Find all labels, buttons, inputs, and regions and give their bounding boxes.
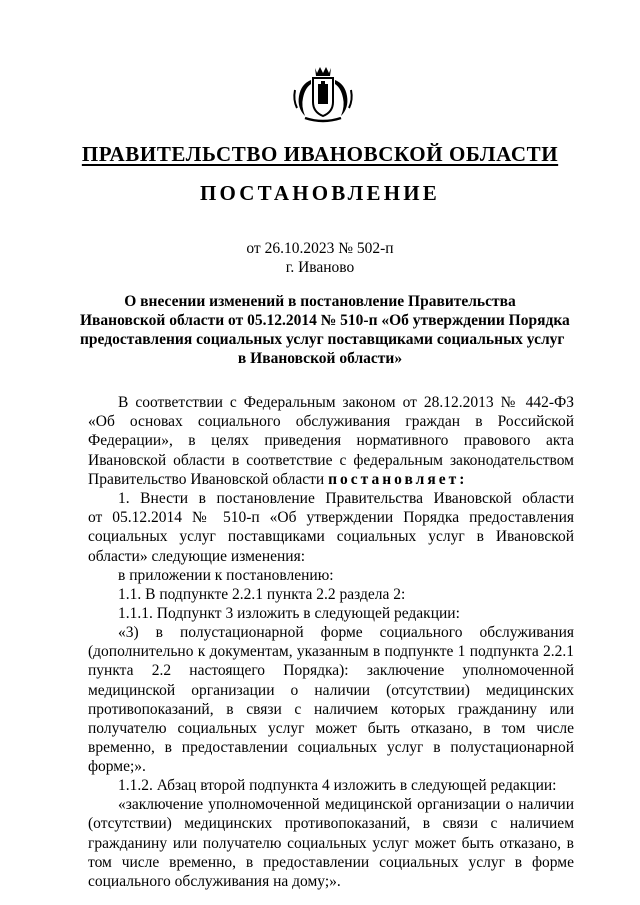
text-line: медицинской организации о наличии (отсутствии) медицинских	[88, 681, 574, 699]
document-date-number: от 26.10.2023 № 502-п	[246, 240, 394, 257]
text-line: (дополнительно к документам, указанным в подпункте 1 подпункта 2.2.1	[88, 643, 574, 661]
text-line: В соответствии с Федеральным законом от 28.12.2013 № 442-ФЗ	[118, 394, 574, 411]
document-type: ПОСТАНОВЛЕНИЕ	[199, 181, 441, 205]
text-line: в приложении к постановлению:	[118, 566, 334, 584]
text-line: том числе временно, в предоставлении социальных услуг в форме	[88, 853, 574, 871]
document-city: г. Иваново	[285, 259, 355, 276]
quote-1-paragraph	[88, 623, 574, 777]
text-line: «3) в полустационарной форме социального обслуживания	[118, 624, 574, 641]
resolves-word: постановляет:	[328, 470, 468, 488]
text-line: от 05.12.2014 № 510-п «Об утверждении Порядка предоставления	[88, 509, 574, 527]
government-title: ПРАВИТЕЛЬСТВО ИВАНОВСКОЙ ОБЛАСТИ	[81, 142, 559, 166]
text-line: 1.1.2. Абзац второй подпункта 4 изложить в следующей редакции:	[118, 777, 557, 794]
text-line	[88, 470, 574, 489]
text-line: 1. Внести в постановление Правительства Ивановской области	[118, 490, 574, 507]
text-line: социального обслуживания на дому;».	[88, 872, 341, 890]
subject-line: предоставления социальных услуг поставщиками социальных услуг	[80, 331, 565, 348]
text-line: гражданину или получателю социальных услуг может быть отказано, в	[88, 834, 574, 852]
coat-of-arms-icon	[291, 64, 355, 124]
text-line: Ивановской области в соответствие с федеральным законодательством	[88, 451, 574, 469]
text-line: временно, в предоставлении социальных услуг в полустационарной	[88, 739, 574, 757]
text-line: форме;».	[88, 758, 146, 776]
text-line: 1.1. В подпункте 2.2.1 пункта 2.2 раздела 2:	[118, 585, 406, 603]
subject-line: Ивановской области от 05.12.2014 № 510-п «Об утверждении Порядка	[80, 312, 570, 329]
item-1-paragraph	[88, 489, 574, 623]
text-line: социальных услуг поставщиками социальных услуг в Ивановской	[88, 528, 574, 546]
preamble-last-text: Правительство Ивановской области	[88, 470, 325, 488]
text-line: области» следующие изменения:	[88, 547, 306, 565]
text-line: пункта 2.2 настоящего Порядка): заключение уполномоченной	[88, 662, 574, 680]
document-subject	[80, 292, 570, 368]
text-line: получателю социальных услуг может быть отказано, в том числе	[88, 719, 574, 737]
preamble-paragraph	[88, 393, 574, 489]
text-line: «заключение уполномоченной медицинской организации о наличии	[118, 796, 574, 814]
subject-line: в Ивановской области»	[237, 350, 403, 367]
text-line: противопоказаний, в связи с наличием которых гражданину или	[88, 700, 574, 718]
text-line: «Об основах социального обслуживания граждан в Российской	[88, 413, 574, 431]
text-line: (отсутствии) медицинских противопоказаний, в связи с наличием	[88, 815, 574, 833]
item-1-1-2-paragraph	[88, 776, 574, 891]
text-line: 1.1.1. Подпункт 3 изложить в следующей редакции:	[118, 605, 460, 623]
text-line: Федерации», в целях приведения нормативного правового акта	[88, 432, 574, 450]
subject-line: О внесении изменений в постановление Правительства	[124, 293, 516, 310]
